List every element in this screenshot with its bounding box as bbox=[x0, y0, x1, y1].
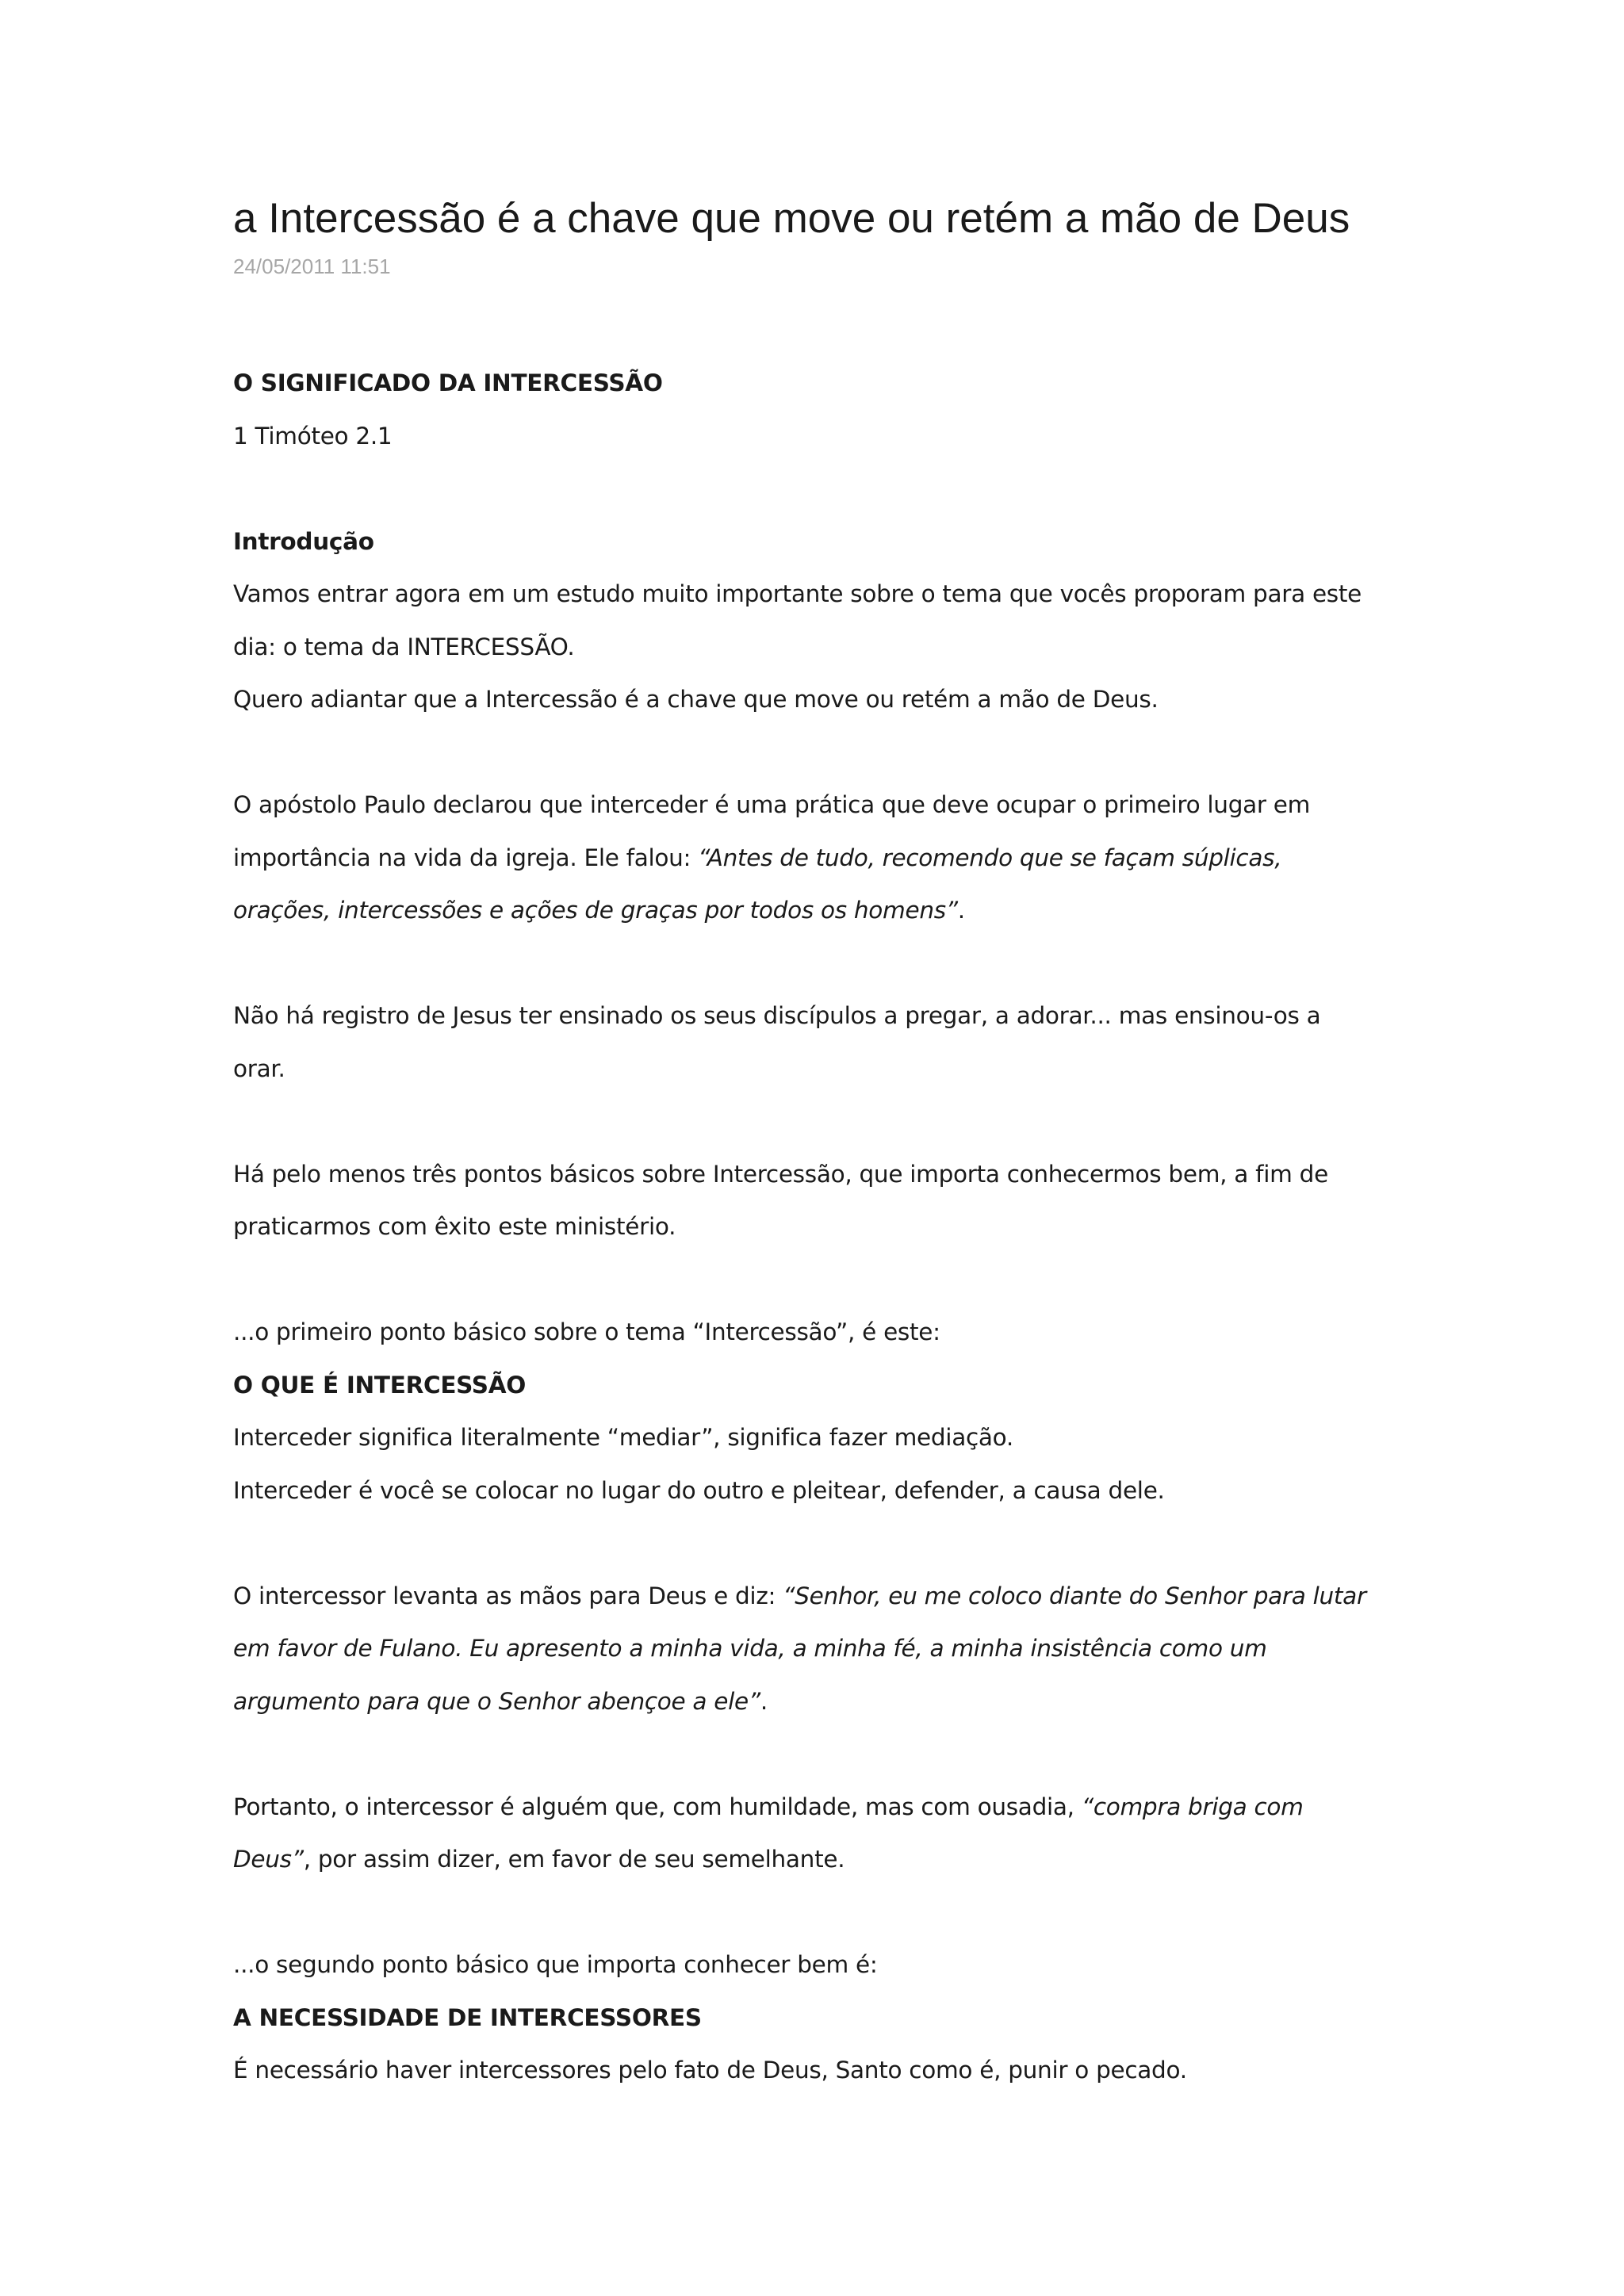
paragraph-line: orar. bbox=[233, 1054, 285, 1082]
text-run: . bbox=[760, 1687, 768, 1715]
text-run: , por assim dizer, em favor de seu semelhante. bbox=[303, 1846, 845, 1873]
quote-text: Deus” bbox=[233, 1846, 304, 1873]
text-run: O intercessor levanta as mãos para Deus e diz: bbox=[233, 1582, 783, 1609]
paragraph-line bbox=[233, 1675, 1399, 1728]
quote-text: “compra briga com bbox=[1081, 1793, 1304, 1820]
paragraph-line: Interceder é você se colocar no lugar do outro e pleitear, defender, a causa dele. bbox=[233, 1476, 1165, 1504]
spacer bbox=[233, 1095, 1399, 1148]
document-date: 24/05/2011 11:51 bbox=[233, 254, 391, 278]
paragraph-line: Vamos entrar agora em um estudo muito importante sobre o tema que vocês proporam para este bbox=[233, 580, 1362, 607]
text-run: . bbox=[957, 897, 965, 924]
quote-text: “Antes de tudo, recomendo que se façam súplicas, bbox=[698, 844, 1282, 871]
paragraph-line: O apóstolo Paulo declarou que interceder é uma prática que deve ocupar o primeiro lugar em bbox=[233, 791, 1311, 818]
intro-heading: Introdução bbox=[233, 527, 374, 555]
paragraph-line: É necessário haver intercessores pelo fato de Deus, Santo como é, punir o pecado. bbox=[233, 2057, 1187, 2084]
subsection-heading: O QUE É INTERCESSÃO bbox=[233, 1371, 527, 1399]
spacer bbox=[233, 462, 1399, 515]
document-body bbox=[233, 357, 1399, 2097]
spacer bbox=[233, 937, 1399, 990]
paragraph-line: praticarmos com êxito este ministério. bbox=[233, 1213, 676, 1240]
text-run: importância na vida da igreja. Ele falou: bbox=[233, 844, 699, 871]
quote-text: “Senhor, eu me coloco diante do Senhor para lutar bbox=[783, 1582, 1366, 1609]
paragraph-line: Há pelo menos três pontos básicos sobre Intercessão, que importa conhecermos bem, a fim de bbox=[233, 1160, 1328, 1188]
subsection-heading: A NECESSIDADE DE INTERCESSORES bbox=[233, 2003, 702, 2031]
paragraph-line bbox=[233, 1833, 1399, 1886]
quote-line: em favor de Fulano. Eu apresento a minha vida, a minha fé, a minha insistência como um bbox=[233, 1635, 1267, 1662]
paragraph-line bbox=[233, 1570, 1399, 1623]
spacer bbox=[233, 1728, 1399, 1781]
paragraph-line: Interceder significa literalmente “mediar”, significa fazer mediação. bbox=[233, 1424, 1013, 1451]
paragraph-line bbox=[233, 884, 1399, 937]
text-run: Portanto, o intercessor é alguém que, com humildade, mas com ousadia, bbox=[233, 1793, 1082, 1820]
paragraph-line: Quero adiantar que a Intercessão é a chave que move ou retém a mão de Deus. bbox=[233, 686, 1159, 713]
paragraph-line: dia: o tema da INTERCESSÃO. bbox=[233, 633, 575, 660]
paragraph-line bbox=[233, 832, 1399, 885]
section-heading: O SIGNIFICADO DA INTERCESSÃO bbox=[233, 369, 663, 396]
paragraph-line: ...o primeiro ponto básico sobre o tema “Intercessão”, é este: bbox=[233, 1318, 940, 1345]
paragraph-line bbox=[233, 1781, 1399, 1834]
spacer bbox=[233, 726, 1399, 779]
document-page bbox=[233, 187, 1399, 2084]
document-title: a Intercessão é a chave que move ou retém a mão de Deus bbox=[233, 195, 1350, 242]
paragraph-line: Não há registro de Jesus ter ensinado os seus discípulos a pregar, a adorar... mas ensinou-os a bbox=[233, 1002, 1321, 1029]
quote-text: argumento para que o Senhor abençoe a ele” bbox=[233, 1687, 760, 1715]
spacer bbox=[233, 1253, 1399, 1307]
quote-text: orações, intercessões e ações de graças por todos os homens” bbox=[233, 897, 958, 924]
bible-reference: 1 Timóteo 2.1 bbox=[233, 422, 393, 450]
spacer bbox=[233, 1886, 1399, 1939]
spacer bbox=[233, 1517, 1399, 1570]
paragraph-line: ...o segundo ponto básico que importa conhecer bem é: bbox=[233, 1951, 878, 1978]
